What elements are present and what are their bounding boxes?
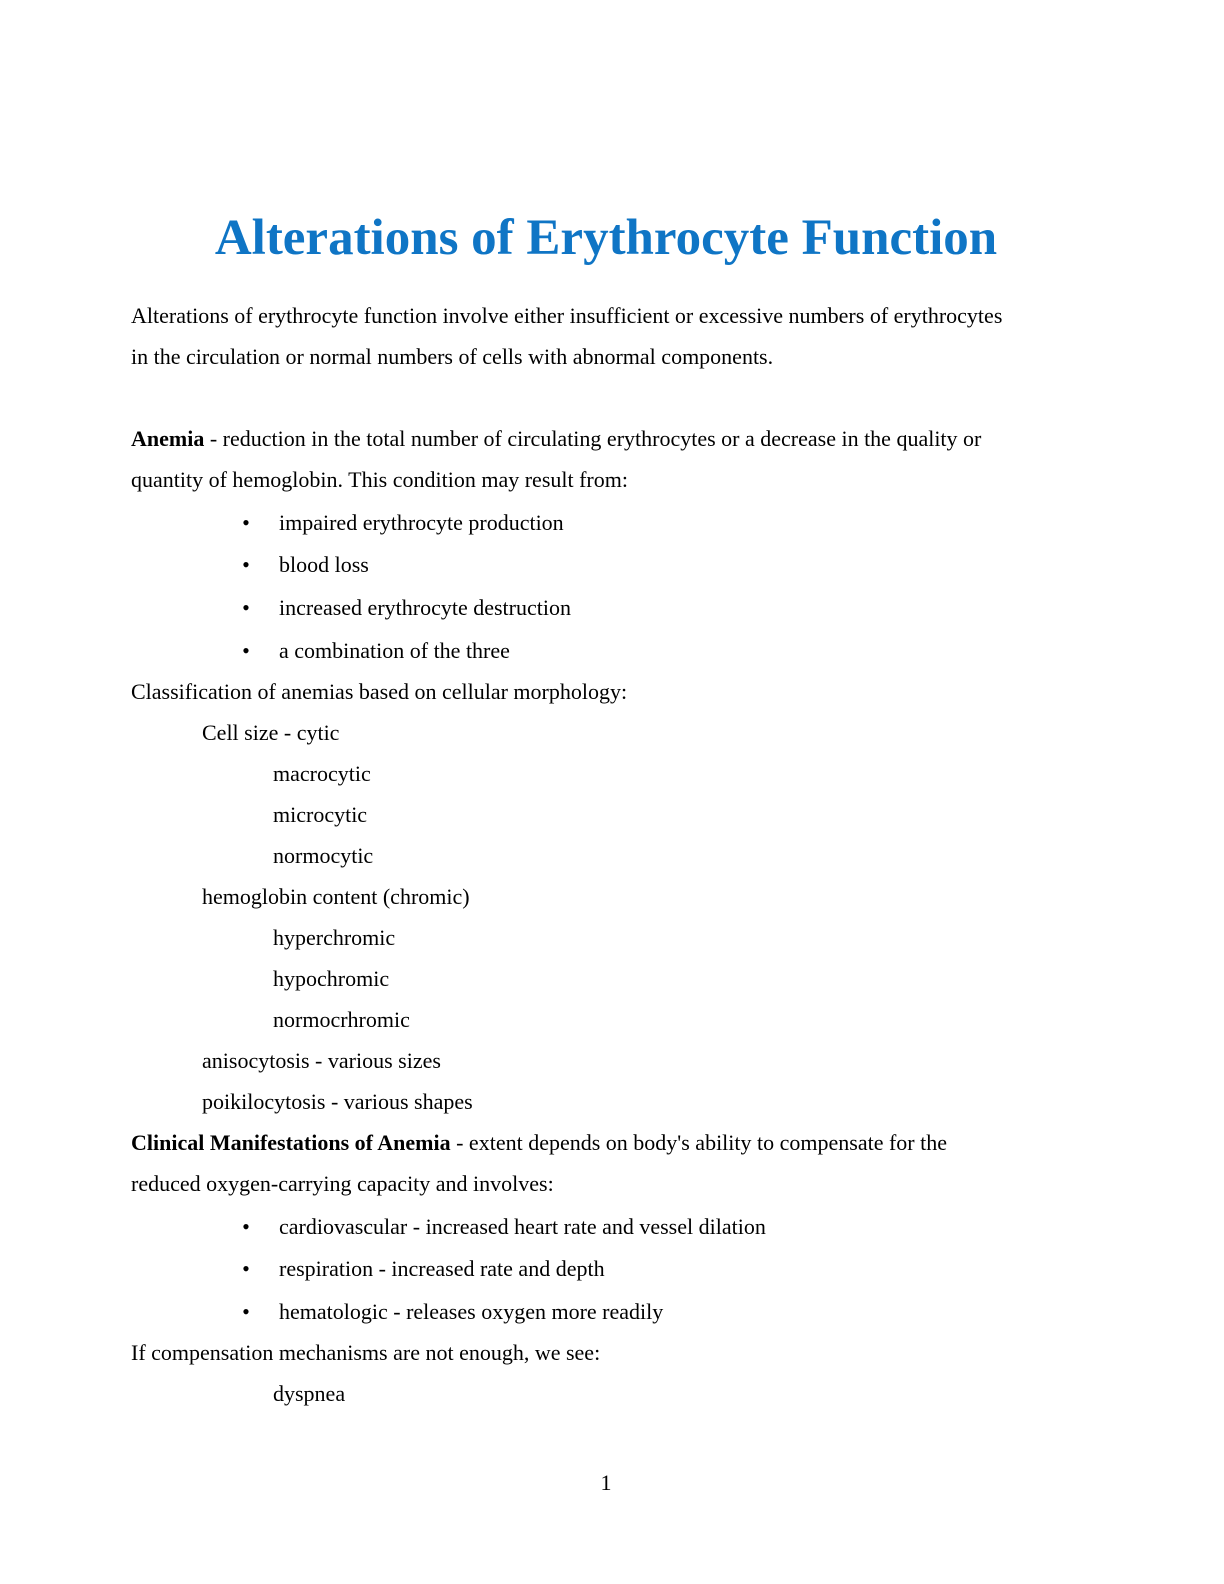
hemoglobin-item: hypochromic [273,966,390,991]
intro-line-2: in the circulation or normal numbers of cells with abnormal components. [131,344,774,369]
compensation-mechanism: cardiovascular - increased heart rate and vessel dilation [279,1214,766,1239]
clinical-definition-text: - extent depends on body's ability to compensate for the [450,1130,948,1155]
cell-size-item: normocytic [273,843,374,868]
anemia-term: Anemia [131,426,205,451]
clinical-term: Clinical Manifestations of Anemia [131,1130,451,1155]
bullet-icon: • [242,1256,250,1281]
symptom-item: dyspnea [273,1381,346,1406]
clinical-line-2: reduced oxygen-carrying capacity and involves: [131,1171,554,1196]
anemia-cause: increased erythrocyte destruction [279,595,571,620]
intro-line-1: Alterations of erythrocyte function involve either insufficient or excessive numbers of erythrocytes [131,303,1003,328]
bullet-icon: • [242,638,250,663]
anemia-definition-line-1 [131,424,981,454]
bullet-icon: • [242,1299,250,1324]
cell-size-item: macrocytic [273,761,371,786]
anisocytosis-line: anisocytosis - various sizes [202,1048,441,1073]
anemia-cause: impaired erythrocyte production [279,510,564,535]
poikilocytosis-line: poikilocytosis - various shapes [202,1089,473,1114]
cell-size-item: microcytic [273,802,368,827]
hemoglobin-label: hemoglobin content (chromic) [202,884,470,909]
anemia-definition-text: - reduction in the total number of circulating erythrocytes or a decrease in the quality or [204,426,982,451]
classification-heading: Classification of anemias based on cellular morphology: [131,679,628,704]
page-number: 1 [600,1470,612,1495]
bullet-icon: • [242,552,250,577]
hemoglobin-item: normocrhromic [273,1007,410,1032]
anemia-cause: a combination of the three [279,638,510,663]
anemia-definition-line-2: quantity of hemoglobin. This condition may result from: [131,467,628,492]
compensation-mechanism: hematologic - releases oxygen more readily [279,1299,664,1324]
document-title: Alterations of Erythrocyte Function [214,210,998,266]
bullet-icon: • [242,510,250,535]
cell-size-label: Cell size - cytic [202,720,340,745]
compensation-failure-line: If compensation mechanisms are not enough, we see: [131,1340,601,1365]
anemia-cause: blood loss [279,552,369,577]
compensation-mechanism: respiration - increased rate and depth [279,1256,605,1281]
bullet-icon: • [242,1214,250,1239]
clinical-line-1 [131,1128,947,1158]
hemoglobin-item: hyperchromic [273,925,396,950]
bullet-icon: • [242,595,250,620]
